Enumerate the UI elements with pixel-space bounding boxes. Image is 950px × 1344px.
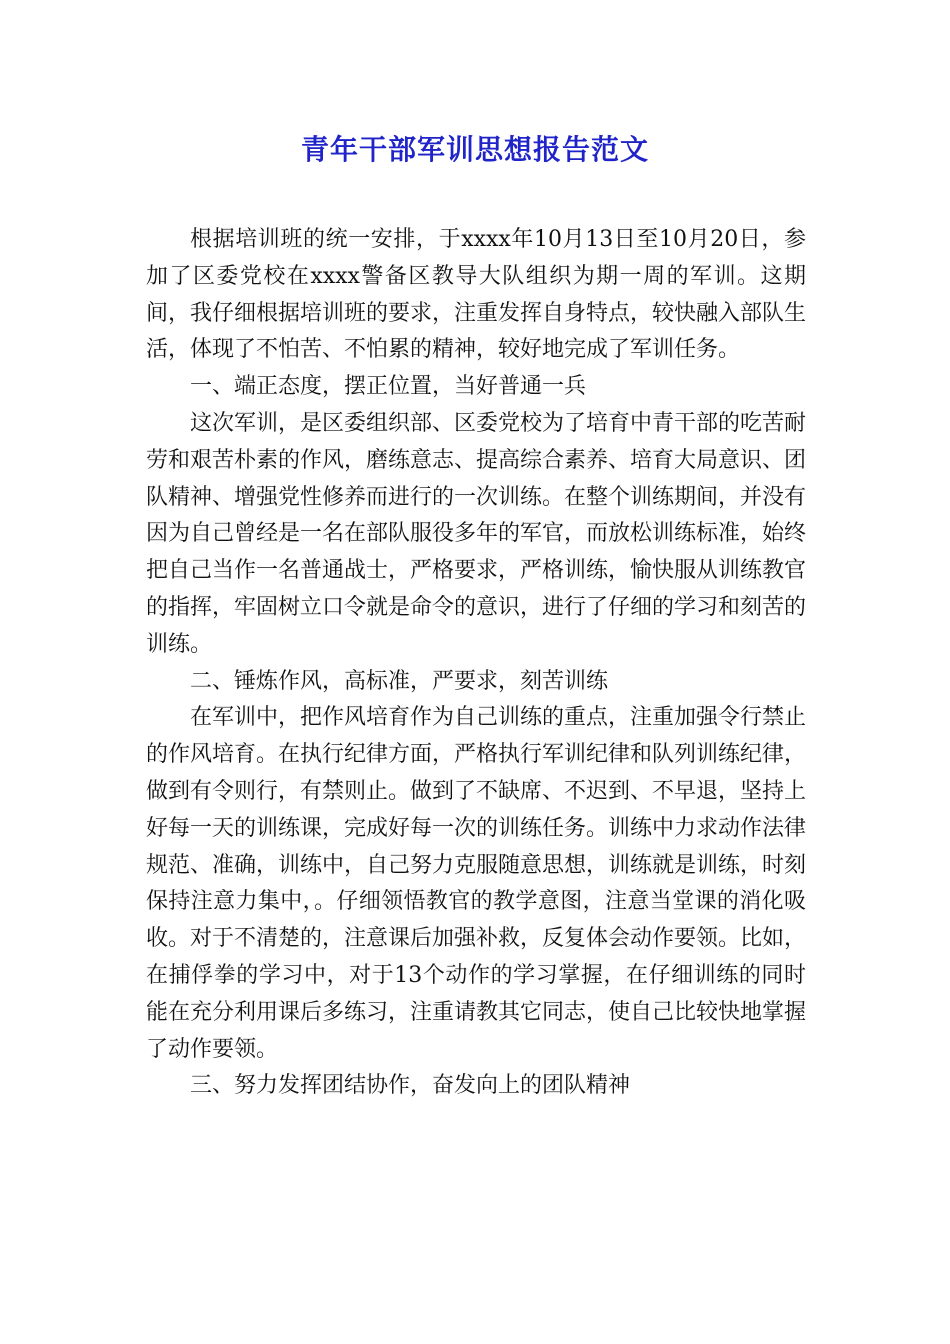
- paragraph: 根据培训班的统一安排，于xxxx年10月13日至10月20日，参加了区委党校在xxxx警备区教导大队组织为期一周的军训。这期间，我仔细根据培训班的要求，注重发挥自身特点，较快融入部队生活，体现了不怕苦、不怕累的精神，较好地完成了军训任务。: [146, 227, 807, 363]
- section-heading: 一、端正态度，摆正位置，当好普通一兵: [190, 374, 587, 400]
- document-title: 青年干部军训思想报告范文: [300, 133, 649, 166]
- section-heading: 二、锤炼作风，高标准，严要求，刻苦训练: [190, 668, 609, 694]
- paragraph: 在军训中，把作风培育作为自己训练的重点，注重加强令行禁止的作风培育。在执行纪律方面，严格执行军训纪律和队列训练纪律，做到有令则行，有禁则止。做到了不缺席、不迟到、不早退，坚持上好每一天的训练课，完成好每一次的训练任务。训练中力求动作法律规范、准确，训练中，自己努力克服随意思想，训练就是训练，时刻保持注意力集中，。仔细领悟教官的教学意图，注意当堂课的消化吸收。对于不清楚的，注意课后加强补救，反复体会动作要领。比如，在捕俘拳的学习中，对于13个动作的学习掌握，在仔细训练的同时能在充分利用课后多练习，注重请教其它同志，使自己比较快地掌握了动作要领。: [146, 705, 807, 1062]
- paragraph: 这次军训，是区委组织部、区委党校为了培育中青干部的吃苦耐劳和艰苦朴素的作风，磨练意志、提高综合素养、培育大局意识、团队精神、增强党性修养而进行的一次训练。在整个训练期间，并没有因为自己曾经是一名在部队服役多年的军官，而放松训练标准，始终把自己当作一名普通战士，严格要求，严格训练，愉快服从训练教官的指挥，牢固树立口令就是命令的意识，进行了仔细的学习和刻苦的训练。: [146, 410, 807, 657]
- section-heading: 三、努力发挥团结协作，奋发向上的团队精神: [190, 1073, 631, 1099]
- document-body: [146, 222, 806, 1105]
